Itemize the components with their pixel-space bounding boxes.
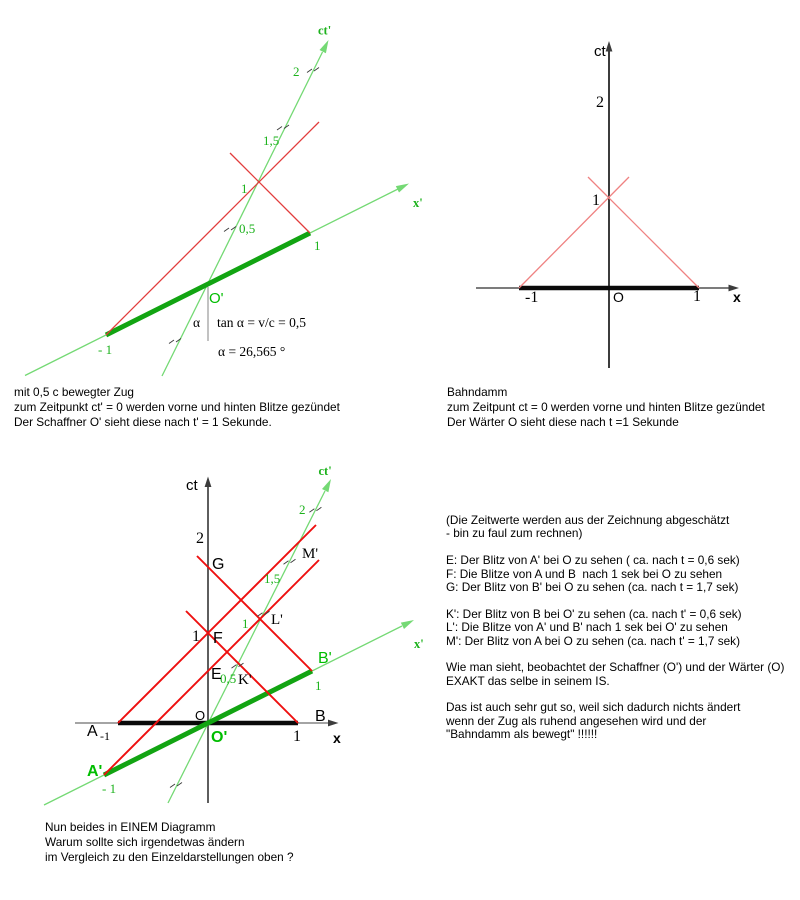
notes-line: F: Die Blitze von A und B nach 1 sek bei O zu sehen (446, 566, 723, 581)
caption-line: mit 0,5 c bewegter Zug (14, 385, 134, 399)
notes-line: M': Der Blitz von A bei O zu sehen (ca. nach t' = 1,7 sek) (446, 633, 740, 648)
notes-line: Das ist auch sehr gut so, weil sich dadurch nichts ändert (446, 700, 741, 715)
point-L-prime: L' (271, 612, 283, 628)
train-caption (14, 385, 340, 430)
notes-line: G: Der Blitz von B' bei O zu sehen (ca. nach t = 1,7 sek) (446, 579, 739, 594)
ct-prime-tick-1: 1 (242, 616, 249, 631)
point-K-prime: K' (238, 672, 252, 688)
point-F: F (213, 630, 223, 647)
train-diagram (25, 24, 423, 377)
notes-line: - bin zu faul zum rechnen) (446, 526, 583, 541)
notes-line: E: Der Blitz von A' bei O zu sehen ( ca. nach t = 0,6 sek) (446, 553, 740, 568)
notes-line: L': Die Blitze von A' und B' nach 1 sek bei O' zu sehen (446, 620, 728, 635)
ct-prime-tick-0-5: 0,5 (239, 221, 256, 236)
xp-tick-1: 1 (315, 678, 322, 693)
point-G: G (212, 556, 225, 573)
ct-tick-1: 1 (192, 628, 200, 645)
caption-line: zum Zeitpunt ct = 0 werden vorne und hinten Blitze gezündet (447, 400, 765, 414)
x-tick-neg1: -1 (525, 289, 539, 306)
ct-prime-tick-2: 2 (293, 64, 300, 79)
point-A-prime: A' (87, 763, 103, 780)
notes-line: EXAKT das selbe in seinem IS. (446, 673, 610, 688)
notes-line (446, 541, 784, 554)
ct-arrowhead-icon (205, 477, 212, 488)
point-E: E (211, 666, 222, 683)
ct-axis-label: ct (186, 477, 198, 494)
notes-line: wenn der Zug als ruhend angesehen wird und der (446, 713, 707, 728)
notes-line: Wie man sieht, beobachtet der Schaffner (O') und der Wärter (O) (446, 660, 785, 675)
caption-line: Warum sollte sich irgendetwas ändern (45, 835, 245, 849)
x-tick-1: 1 (293, 728, 301, 745)
ct-prime-axis-label: ct' (318, 464, 332, 478)
ct-prime-arrowhead-icon (322, 479, 331, 492)
alpha-symbol: α (193, 315, 201, 330)
xp-tick-neg1: - 1 (102, 781, 117, 796)
notes-line: "Bahndamm als bewegt" !!!!!! (446, 727, 598, 742)
origin-label: O (613, 289, 624, 305)
notes-line (446, 688, 784, 701)
light-ray-left (519, 177, 629, 288)
combined-diagram (44, 464, 424, 805)
combined-caption (45, 820, 294, 865)
point-O: O (195, 708, 206, 723)
embankment-diagram (476, 41, 741, 368)
ct-prime-tick-0-5: 0,5 (220, 671, 237, 686)
light-ray-from-B-prime (197, 556, 312, 671)
embankment-caption (447, 385, 765, 430)
x-prime-arrowhead-icon (401, 620, 414, 629)
x-tick-neg1: -1 (100, 729, 110, 743)
ct-prime-axis-label: ct' (318, 23, 332, 38)
caption-line: Der Wärter O sieht diese nach t =1 Sekunde (447, 415, 679, 429)
caption-line: im Vergleich zu den Einzeldarstellungen oben ? (45, 850, 294, 864)
bar-left-tick: - 1 (98, 342, 113, 357)
point-A: A (87, 723, 98, 740)
ct-arrowhead-icon (606, 41, 613, 52)
point-O-prime: O' (211, 729, 228, 746)
ct-tick-2: 2 (196, 530, 204, 547)
x-prime-axis-label: x' (413, 196, 423, 210)
ct-tick-2: 2 (596, 94, 604, 111)
x-tick-1: 1 (693, 288, 701, 305)
alpha-formula: tan α = v/c = 0,5 (217, 315, 307, 330)
ct-prime-arrowhead-icon (320, 40, 329, 53)
notes-line (446, 648, 784, 661)
origin-prime-label: O' (209, 290, 224, 307)
ct-prime-axis (168, 491, 325, 803)
x-arrowhead-icon (328, 720, 339, 727)
ct-prime-tick-2: 2 (299, 502, 306, 517)
notes-line: K': Der Blitz von B bei O' zu sehen (ca. nach t' = 0,6 sek) (446, 606, 742, 621)
light-ray-from-A (118, 525, 319, 723)
ct-prime-tick-1: 1 (241, 181, 248, 196)
ct-tick-1: 1 (592, 192, 600, 209)
point-B-prime: B' (318, 650, 332, 667)
ct-prime-tick-1-5: 1,5 (263, 133, 280, 148)
bar-right-tick: 1 (314, 238, 321, 253)
alpha-value: α = 26,565 ° (218, 344, 286, 359)
caption-line: Bahndamm (447, 385, 508, 399)
light-ray-right (588, 177, 699, 288)
x-prime-arrowhead-icon (396, 184, 409, 193)
notes-line (446, 594, 784, 607)
notes-line: (Die Zeitwerte werden aus der Zeichnung abgeschätzt (446, 513, 730, 527)
x-prime-axis-label: x' (414, 637, 424, 651)
x-axis-label: x (733, 289, 741, 305)
point-B: B (315, 708, 326, 725)
ct-axis-label: ct (594, 43, 606, 60)
ct-prime-tick-marks (169, 68, 319, 344)
point-M-prime: M' (302, 546, 319, 562)
caption-line: Nun beides in EINEM Diagramm (45, 820, 216, 834)
caption-line: zum Zeitpunkt ct' = 0 werden vorne und hinten Blitze gezündet (14, 400, 340, 414)
notes-block (446, 514, 784, 742)
caption-line: Der Schaffner O' sieht diese nach t' = 1 Sekunde. (14, 415, 272, 429)
ct-prime-tick-1-5: 1,5 (264, 571, 281, 586)
x-axis-label: x (333, 730, 341, 746)
